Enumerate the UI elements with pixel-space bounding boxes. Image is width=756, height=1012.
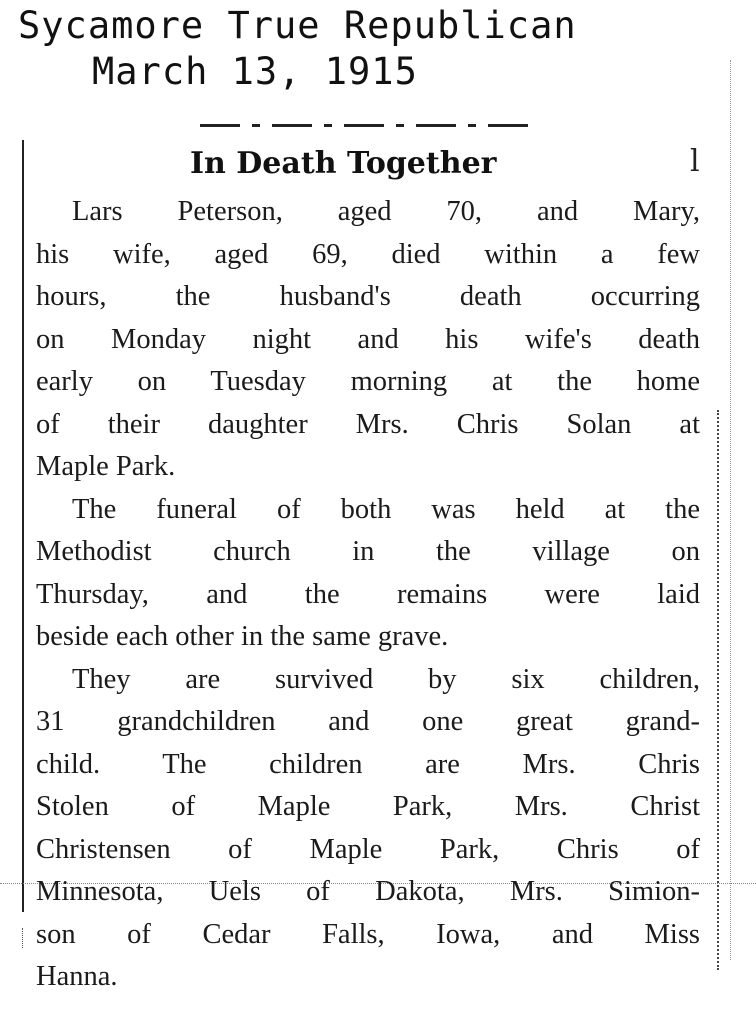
article-line: Stolen of Maple Park, Mrs. Christ bbox=[36, 791, 700, 822]
article-line: child. The children are Mrs. Chris bbox=[36, 748, 700, 780]
article-line: The funeral of both was held at the bbox=[72, 493, 700, 525]
article-line: of their daughter Mrs. Chris Solan at bbox=[36, 408, 700, 440]
article-line: Thursday, and the remains were laid bbox=[36, 578, 700, 610]
article-line: Hanna. bbox=[36, 961, 118, 992]
article-line: 31 grandchildren and one great grand- bbox=[36, 706, 700, 737]
article-line: beside each other in the same grave. bbox=[36, 621, 449, 652]
article-line: Minnesota, Uels of Dakota, Mrs. Simion- bbox=[36, 876, 700, 907]
article-line: Methodist church in the village on bbox=[36, 536, 700, 567]
article-line: his wife, aged 69, died within a few bbox=[36, 238, 700, 270]
right-border-dotted bbox=[717, 410, 721, 970]
article-line: hours, the husband's death occurring bbox=[36, 281, 700, 312]
article-line: on Monday night and his wife's death bbox=[36, 323, 700, 355]
article-line: Lars Peterson, aged 70, and Mary, bbox=[72, 196, 700, 227]
article-line: early on Tuesday morning at the home bbox=[36, 366, 700, 397]
publication-date: March 13, 1915 bbox=[92, 50, 418, 93]
left-border bbox=[22, 140, 24, 912]
newspaper-name: Sycamore True Republican bbox=[18, 4, 577, 47]
left-border-dotted bbox=[22, 928, 24, 948]
article-line: son of Cedar Falls, Iowa, and Miss bbox=[36, 918, 700, 950]
article-line: Christensen of Maple Park, Chris of bbox=[36, 833, 700, 865]
article-line: Maple Park. bbox=[36, 451, 176, 482]
margin-mark: l bbox=[690, 144, 700, 179]
page-edge-dots bbox=[730, 60, 732, 960]
article-title: In Death Together bbox=[190, 146, 497, 181]
article-body bbox=[36, 191, 700, 999]
column-rule bbox=[200, 124, 540, 127]
article-line: They are survived by six children, bbox=[72, 663, 700, 695]
